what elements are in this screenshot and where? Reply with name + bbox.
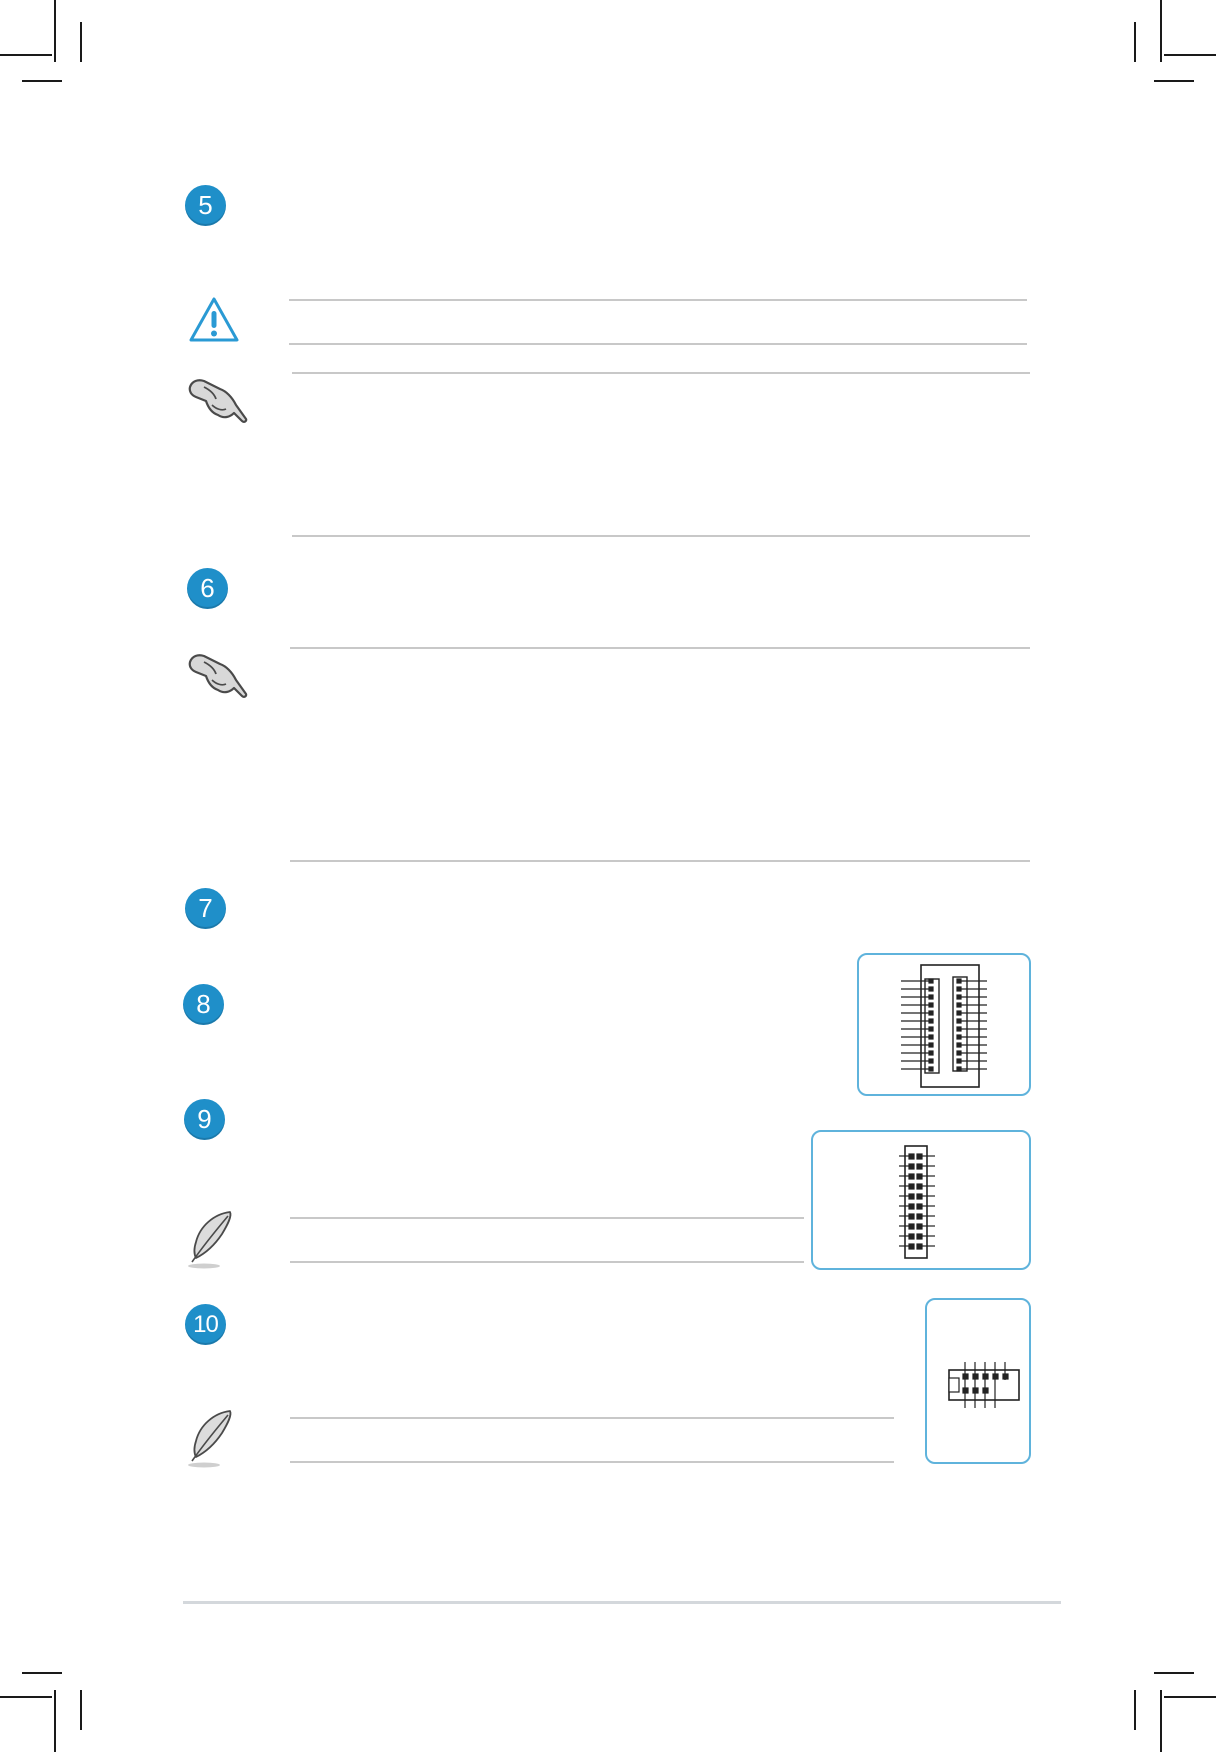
crop-mark — [22, 80, 62, 82]
crop-mark — [80, 1690, 82, 1730]
pointing-hand-icon — [186, 650, 252, 702]
tip-rule-bottom — [290, 1261, 804, 1263]
note-rule-top — [292, 372, 1030, 374]
crop-mark — [0, 54, 52, 56]
crop-mark — [1134, 1690, 1136, 1730]
crop-mark — [54, 0, 56, 62]
crop-mark — [80, 22, 82, 62]
crop-mark — [1154, 1672, 1194, 1674]
crop-mark — [1164, 54, 1216, 56]
tip-rule-top — [290, 1417, 894, 1419]
connector-diagram — [927, 1300, 1029, 1462]
crop-mark — [1154, 80, 1194, 82]
step-badge-10: 10 — [185, 1304, 226, 1345]
warning-rule-bottom — [289, 343, 1027, 345]
connector-diagram-panel — [857, 953, 1031, 1096]
warning-rule-top — [289, 299, 1027, 301]
feather-quill-icon — [184, 1208, 234, 1270]
tip-rule-top — [290, 1217, 804, 1219]
note-rule-top — [290, 647, 1030, 649]
crop-mark — [1164, 1696, 1216, 1698]
note-rule-bottom — [292, 535, 1030, 537]
crop-mark — [22, 1672, 62, 1674]
crop-mark — [54, 1690, 56, 1752]
connector-diagram-panel — [925, 1298, 1031, 1464]
step-badge-6: 6 — [187, 568, 228, 609]
crop-mark — [1160, 0, 1162, 62]
step-badge-7: 7 — [185, 888, 226, 929]
footer-rule — [183, 1601, 1061, 1604]
crop-mark — [1134, 22, 1136, 62]
connector-diagram — [813, 1132, 1029, 1268]
connector-diagram — [859, 955, 1029, 1094]
note-rule-bottom — [290, 860, 1030, 862]
crop-mark — [0, 1696, 52, 1698]
warning-triangle-icon — [188, 296, 240, 344]
step-badge-8: 8 — [183, 984, 224, 1025]
tip-rule-bottom — [290, 1461, 894, 1463]
feather-quill-icon — [184, 1407, 234, 1469]
step-badge-9: 9 — [184, 1099, 225, 1140]
pointing-hand-icon — [186, 375, 252, 427]
step-badge-5: 5 — [185, 185, 226, 226]
crop-mark — [1160, 1690, 1162, 1752]
connector-diagram-panel — [811, 1130, 1031, 1270]
